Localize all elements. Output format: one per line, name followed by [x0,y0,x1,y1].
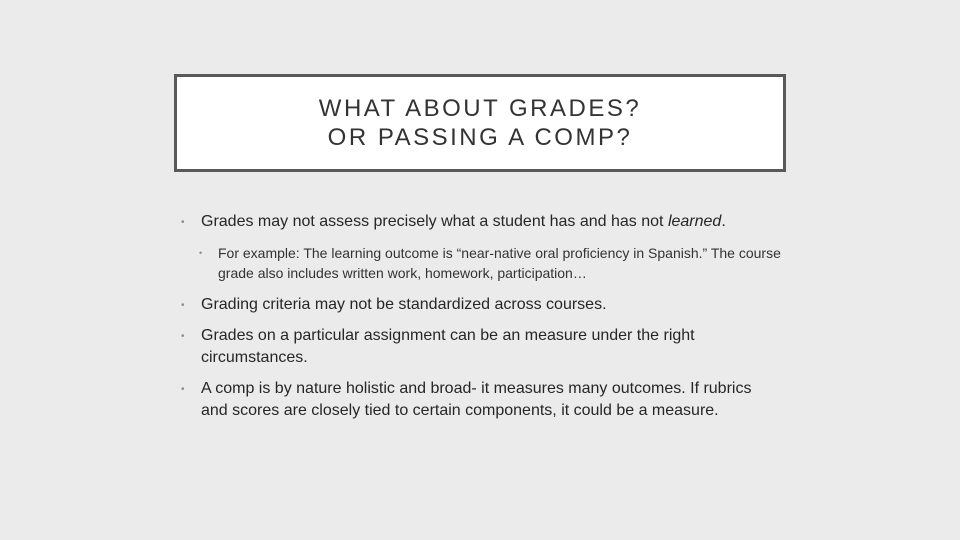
sub-bullet-example [199,243,781,283]
bullet-comp-holistic [181,378,781,422]
bullet-grades-assess [181,211,781,233]
title-line-2: OR PASSING A COMP? [327,124,633,151]
title-line-1: WHAT ABOUT GRADES? [318,95,642,122]
bullet-list [181,211,781,422]
bullet-assignment-measure [181,325,781,369]
bullet-dot-icon: • [181,217,185,228]
bullet-text: Grading criteria may not be standardized across courses. [201,296,607,313]
title-box [174,74,786,172]
bullet-dot-icon: • [181,331,185,342]
bullet-text: Grades may not assess precisely what a student has and has not [201,213,664,230]
bullet-dot-icon: • [181,384,185,395]
bullet-dot-icon: • [181,300,185,311]
bullet-punct: . [721,213,726,230]
bullet-dot-icon: • [199,248,203,258]
bullet-emphasis: learned [667,213,722,230]
bullet-text: Grades on a particular assignment can be an measure under the right circumstances. [201,327,695,366]
bullet-grading-criteria [181,294,781,316]
sub-bullet-text: For example: The learning outcome is “near-native oral proficiency in Spanish.” The course grade also includes written work, homework, participation… [218,245,781,281]
bullet-text: A comp is by nature holistic and broad- it measures many outcomes. If rubrics and scores are closely tied to certain components, it could be a measure. [201,380,752,419]
